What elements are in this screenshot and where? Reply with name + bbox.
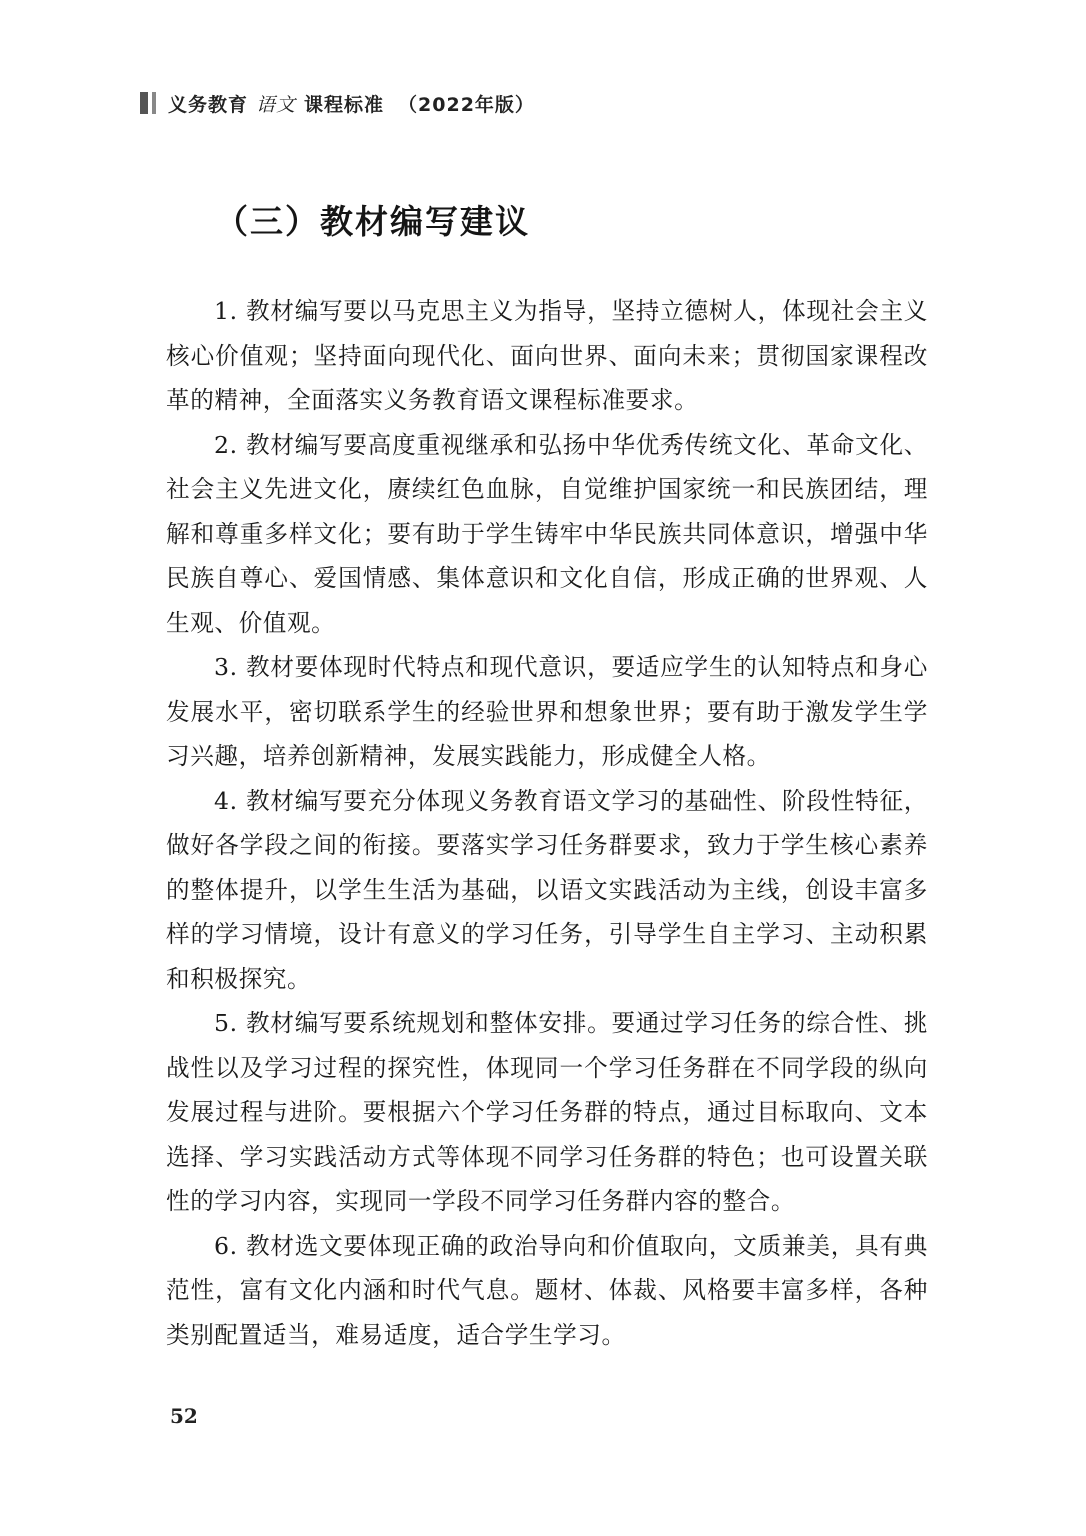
- header-book-title: 义务教育: [168, 93, 249, 116]
- header-bars-icon: [140, 92, 156, 114]
- header-edition: （2022年版）: [398, 93, 535, 116]
- header-bar-wide: [140, 92, 148, 114]
- header-standard: 课程标准: [304, 93, 385, 116]
- page-number: 52: [170, 1404, 198, 1428]
- section-heading: （三）教材编写建议: [215, 202, 530, 241]
- paragraph-2: 2. 教材编写要高度重视继承和弘扬中华优秀传统文化、革命文化、社会主义先进文化，赓续红色血脉，自觉维护国家统一和民族团结，理解和尊重多样文化；要有助于学生铸牢中华民族共同体意识，增强中华民族自尊心、爱国情感、集体意识和文化自信，形成正确的世界观、人生观、价值观。: [166, 430, 928, 637]
- body-text: [166, 289, 928, 1357]
- running-header: [140, 88, 535, 118]
- paragraph-3: 3. 教材要体现时代特点和现代意识，要适应学生的认知特点和身心发展水平，密切联系学生的经验世界和想象世界；要有助于激发学生学习兴趣，培养创新精神，发展实践能力，形成健全人格。: [166, 653, 928, 770]
- paragraph-5: 5. 教材编写要系统规划和整体安排。要通过学习任务的综合性、挑战性以及学习过程的探究性，体现同一个学习任务群在不同学段的纵向发展过程与进阶。要根据六个学习任务群的特点，通过目标取向、文本选择、学习实践活动方式等体现不同学习任务群的特色；也可设置关联性的学习内容，实现同一学段不同学习任务群内容的整合。: [166, 1009, 928, 1215]
- paragraph-4: 4. 教材编写要充分体现义务教育语文学习的基础性、阶段性特征，做好各学段之间的衔接。要落实学习任务群要求，致力于学生核心素养的整体提升，以学生生活为基础，以语文实践活动为主线，创设丰富多样的学习情境，设计有意义的学习任务，引导学生自主学习、主动积累和积极探究。: [166, 786, 928, 993]
- paragraph-1: 1. 教材编写要以马克思主义为指导，坚持立德树人，体现社会主义核心价值观；坚持面向现代化、面向世界、面向未来；贯彻国家课程改革的精神，全面落实义务教育语文课程标准要求。: [166, 297, 928, 414]
- header-bar-narrow: [152, 92, 156, 114]
- header-subject: 语文: [256, 93, 297, 116]
- paragraph-6: 6. 教材选文要体现正确的政治导向和价值取向，文质兼美，具有典范性，富有文化内涵和时代气息。题材、体裁、风格要丰富多样，各种类别配置适当，难易适度，适合学生学习。: [166, 1231, 928, 1349]
